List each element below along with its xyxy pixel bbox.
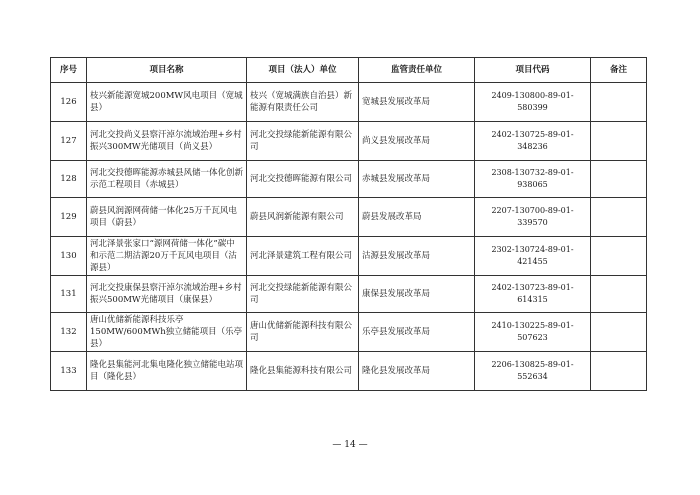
cell-project-name: 蔚县风润源网荷储一体化25万千瓦风电项目（蔚县）: [87, 198, 247, 237]
cell-serial-no: 130: [51, 237, 87, 276]
cell-legal-unit: 河北交投绿能新能源有限公司: [247, 276, 359, 313]
cell-project-code: 2410-130225-89-01-507623: [475, 313, 591, 352]
project-table: [50, 57, 647, 391]
table-row: [51, 313, 647, 352]
cell-legal-unit: 唐山优储新能源科技有限公司: [247, 313, 359, 352]
cell-legal-unit: 枝兴（宽城满族自治县）新能源有限责任公司: [247, 83, 359, 122]
cell-remarks: [591, 276, 647, 313]
page-number: — 14 —: [332, 440, 368, 450]
cell-serial-no: 127: [51, 122, 87, 161]
cell-supervising-unit: 沽源县发展改革局: [359, 237, 475, 276]
header-serial-no: 序号: [51, 58, 87, 83]
cell-serial-no: 128: [51, 161, 87, 198]
cell-project-name: 河北交投德晖能源赤城县风储一体化创新示范工程项目（赤城县）: [87, 161, 247, 198]
cell-legal-unit: 河北交投德晖能源有限公司: [247, 161, 359, 198]
cell-project-name: 河北交投尚义县察汗淖尔流域治理+乡村振兴300MW光储项目（尚义县）: [87, 122, 247, 161]
cell-serial-no: 133: [51, 352, 87, 391]
table-row: [51, 161, 647, 198]
cell-legal-unit: 河北泽景建筑工程有限公司: [247, 237, 359, 276]
cell-project-name: 枝兴新能源宽城200MW风电项目（宽城县）: [87, 83, 247, 122]
cell-serial-no: 129: [51, 198, 87, 237]
cell-project-code: 2402-130725-89-01-348236: [475, 122, 591, 161]
cell-supervising-unit: 康保县发展改革局: [359, 276, 475, 313]
cell-project-name: 隆化县集能河北集电隆化独立储能电站项目（隆化县）: [87, 352, 247, 391]
cell-remarks: [591, 122, 647, 161]
cell-remarks: [591, 352, 647, 391]
cell-remarks: [591, 237, 647, 276]
cell-serial-no: 126: [51, 83, 87, 122]
cell-project-name: 河北交投康保县察汗淖尔流域治理+乡村振兴500MW光储项目（康保县）: [87, 276, 247, 313]
cell-supervising-unit: 蔚县发展改革局: [359, 198, 475, 237]
cell-project-code: 2409-130800-89-01-580399: [475, 83, 591, 122]
cell-supervising-unit: 尚义县发展改革局: [359, 122, 475, 161]
header-legal-unit: 项目（法人）单位: [247, 58, 359, 83]
cell-legal-unit: 蔚县风润新能源有限公司: [247, 198, 359, 237]
cell-legal-unit: 河北交投绿能新能源有限公司: [247, 122, 359, 161]
header-remarks: 备注: [591, 58, 647, 83]
cell-supervising-unit: 乐亭县发展改革局: [359, 313, 475, 352]
table-row: [51, 237, 647, 276]
table-row: [51, 276, 647, 313]
table-header-row: [51, 58, 647, 83]
header-supervising-unit: 监管责任单位: [359, 58, 475, 83]
cell-project-code: 2402-130723-89-01-614315: [475, 276, 591, 313]
cell-supervising-unit: 隆化县发展改革局: [359, 352, 475, 391]
table-row: [51, 198, 647, 237]
table-row: [51, 122, 647, 161]
cell-project-code: 2302-130724-89-01-421455: [475, 237, 591, 276]
cell-supervising-unit: 宽城县发展改革局: [359, 83, 475, 122]
cell-remarks: [591, 198, 647, 237]
cell-project-name: 河北泽景张家口“源网荷储一体化”碳中和示范二期沽源20万千瓦风电项目（沽源县）: [87, 237, 247, 276]
cell-serial-no: 131: [51, 276, 87, 313]
cell-project-name: 唐山优储新能源科技乐亭150MW/600MWh独立储能项目（乐亭县）: [87, 313, 247, 352]
cell-remarks: [591, 161, 647, 198]
header-project-name: 项目名称: [87, 58, 247, 83]
cell-project-code: 2207-130700-89-01-339570: [475, 198, 591, 237]
cell-project-code: 2206-130825-89-01-552634: [475, 352, 591, 391]
cell-serial-no: 132: [51, 313, 87, 352]
cell-supervising-unit: 赤城县发展改革局: [359, 161, 475, 198]
table-row: [51, 352, 647, 391]
table-row: [51, 83, 647, 122]
cell-legal-unit: 隆化县集能源科技有限公司: [247, 352, 359, 391]
cell-remarks: [591, 83, 647, 122]
cell-remarks: [591, 313, 647, 352]
cell-project-code: 2308-130732-89-01-938065: [475, 161, 591, 198]
header-project-code: 项目代码: [475, 58, 591, 83]
